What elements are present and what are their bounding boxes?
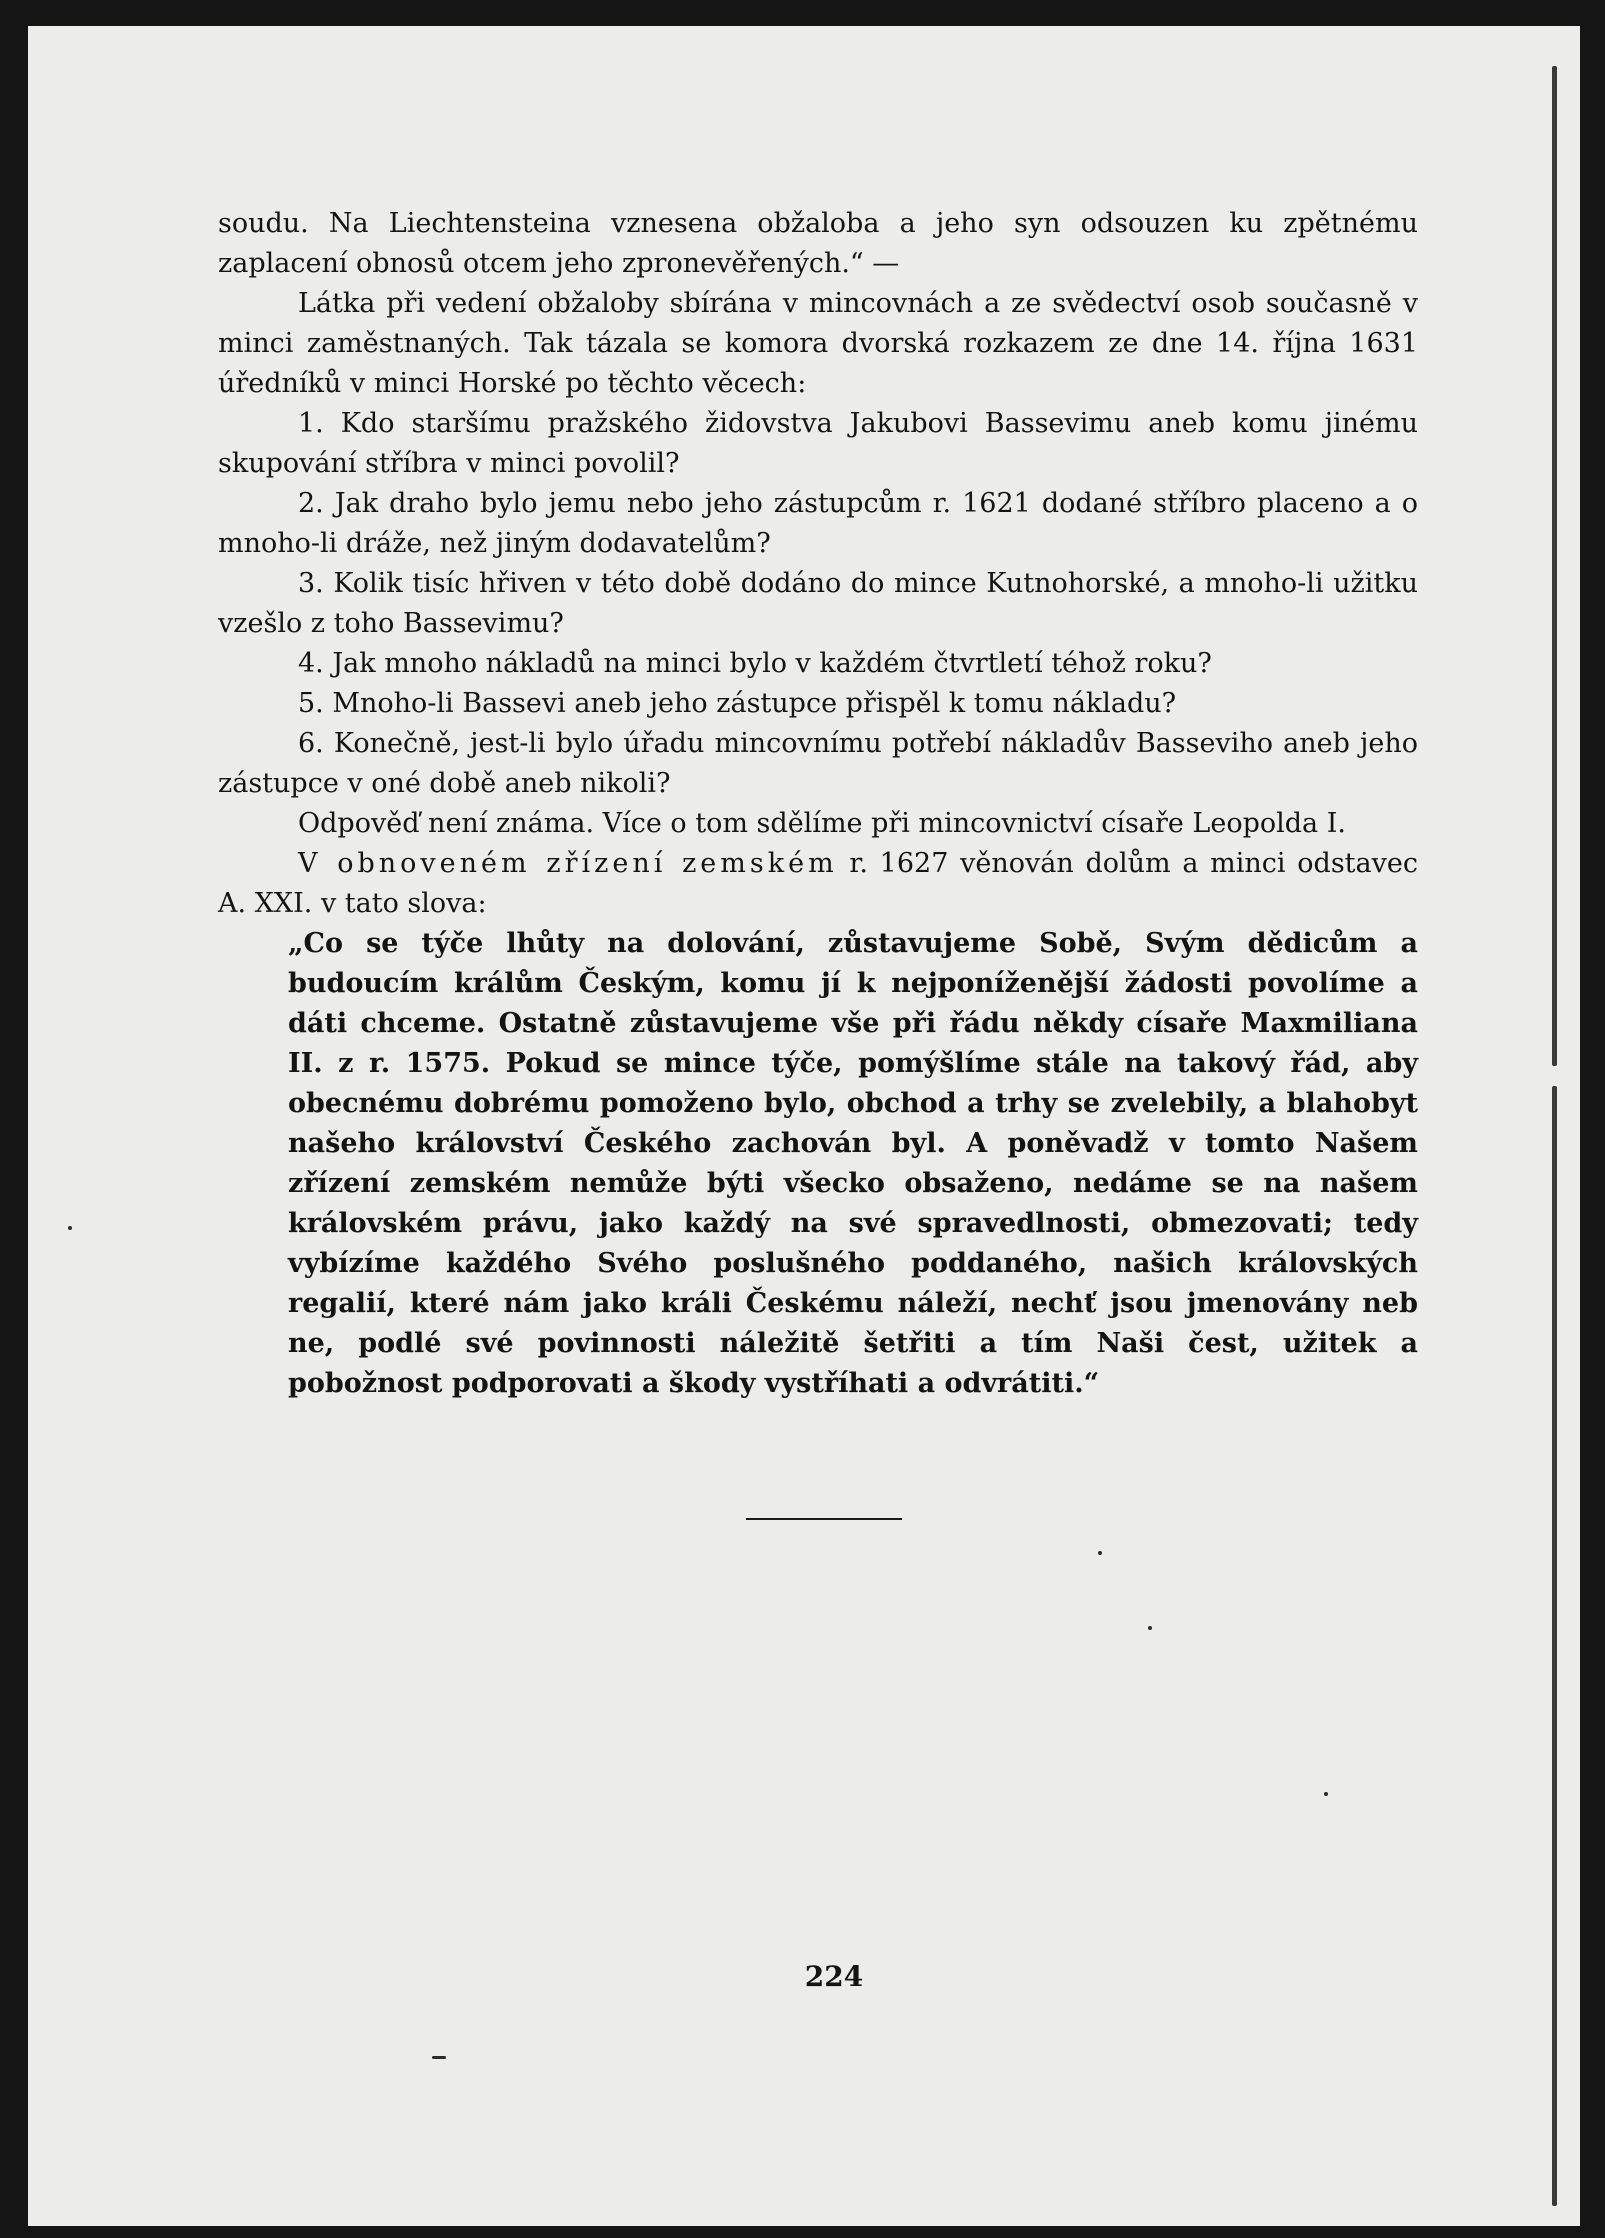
- page-number: 224: [804, 1960, 864, 1993]
- scan-speck: [1552, 66, 1557, 1066]
- scan-speck: [432, 2056, 446, 2059]
- paragraph-evidence: Látka při vedení obžaloby sbírána v mincovnách a ze svědectví osob současně v minci zaměstnaných. Tak tázala se komora dvorská rozkazem ze dne 14. října 1631 úředníků v minci Horské po těchto věcech:: [218, 288, 1418, 399]
- question-4: 4. Jak mnoho nákladů na minci bylo v každém čtvrtletí téhož roku?: [298, 648, 1212, 679]
- question-2: 2. Jak draho bylo jemu nebo jeho zástupcům r. 1621 dodané stříbro placeno a o mnoho-li dráže, než jiným dodavatelům?: [218, 488, 1418, 559]
- scanned-page: [28, 26, 1580, 2226]
- scan-speck: [1148, 1626, 1152, 1630]
- scan-speck: [1552, 1086, 1557, 2206]
- scan-speck: [1098, 1551, 1102, 1555]
- body-text: [218, 204, 1418, 1404]
- question-3: 3. Kolik tisíc hřiven v této době dodáno do mince Kutnohorské, a mnoho-li užitku vzešlo z toho Bassevimu?: [218, 568, 1418, 639]
- ordinance-title: V obnoveném zřízení zemském: [298, 848, 838, 879]
- question-5: 5. Mnoho-li Bassevi aneb jeho zástupce přispěl k tomu nákladu?: [298, 688, 1177, 719]
- scan-speck: [68, 1226, 72, 1230]
- paragraph-ordinance: [218, 844, 1418, 924]
- question-1: 1. Kdo staršímu pražského židovstva Jakubovi Bassevimu aneb komu jinému skupování stříbra v minci povolil?: [218, 408, 1418, 479]
- ordinance-rest: r. 1627 věnován dolům a minci odstavec A. XXI. v tato slova:: [218, 848, 1418, 919]
- section-divider: [746, 1518, 902, 1520]
- paragraph-answer: Odpověď není známa. Více o tom sdělíme při mincovnictví císaře Leopolda I.: [298, 808, 1346, 839]
- quotation-block: „Co se týče lhůty na dolování, zůstavujeme Sobě, Svým dědicům a budoucím králům Českým, komu jí k nejponíženější žádosti povolíme a dáti chceme. Ostatně zůstavujeme vše při řádu někdy císaře Maxmiliana II. z r. 1575. Pokud se mince týče, pomýšlíme stále na takový řád, aby obecnému dobrému pomoženo bylo, obchod a trhy se zvelebily, a blahobyt našeho království Českého zachován byl. A poněvadž v tomto Našem zřízení zemském nemůže býti všecko obsaženo, nedáme se na našem královském právu, jako každý na své spravedlnosti, obmezovati; tedy vybízíme každého Svého poslušného poddaného, našich královských regalií, které nám jako králi Českému náleží, nechť jsou jmenovány neb ne, podlé své povinnosti náležitě šetřiti a tím Naši čest, užitek a pobožnost podporovati a škody vystříhati a odvrátiti.“: [288, 928, 1418, 1399]
- scan-speck: [1324, 1792, 1328, 1796]
- question-6: 6. Konečně, jest-li bylo úřadu mincovnímu potřebí nákladův Basseviho aneb jeho zástupce v oné době aneb nikoli?: [218, 728, 1418, 799]
- paragraph-continuation: soudu. Na Liechtensteina vznesena obžaloba a jeho syn odsouzen ku zpětnému zaplacení obnosů otcem jeho zpronevěřených.“ —: [218, 208, 1418, 279]
